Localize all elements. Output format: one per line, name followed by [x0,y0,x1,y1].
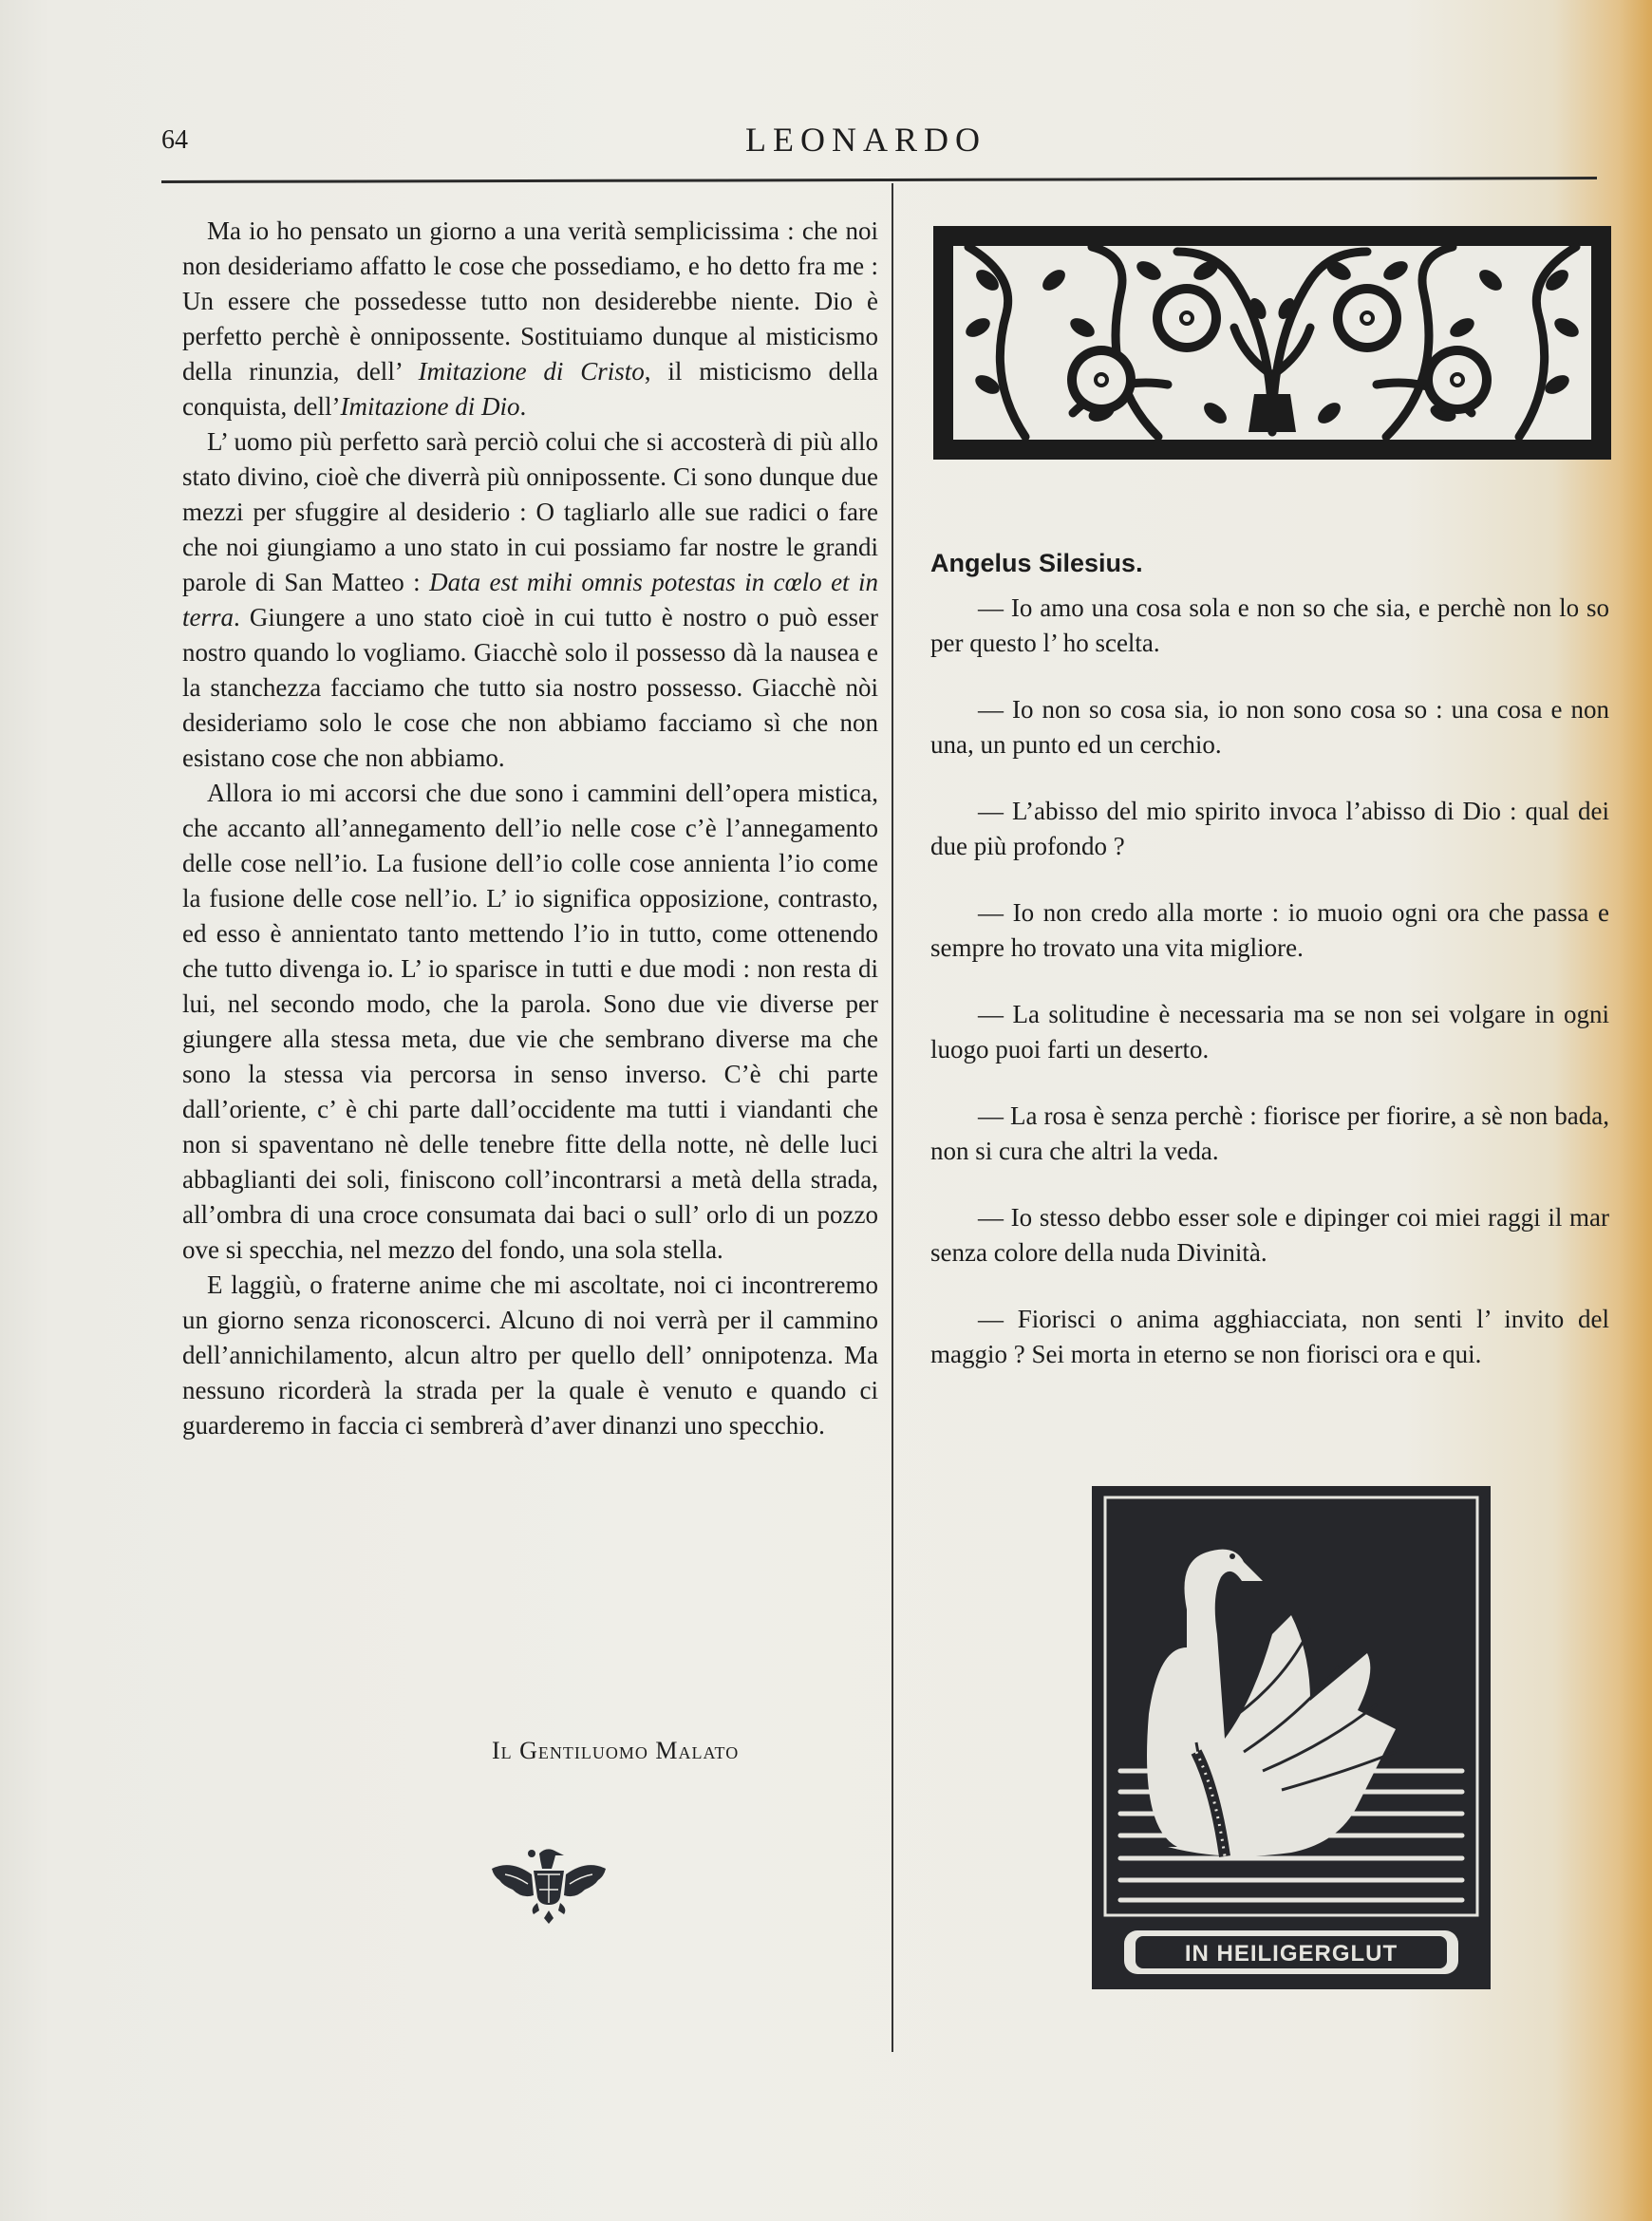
heraldic-eagle-icon [482,1842,615,1928]
saying: — Io amo una cosa sola e non so che sia, e perchè non lo so per questo l’ ho scelta. [930,593,1609,657]
italic-title: Imitazione di Dio [340,392,520,421]
running-title: LEONARDO [745,121,986,159]
paragraph [182,424,878,776]
saying: — Io non credo alla morte : io muoio ogni ora che passa e sempre ho trovato una vita migliore. [930,898,1609,962]
paragraph [182,214,878,424]
swan-woodcut-icon [1092,1486,1491,1989]
paragraph [182,1268,878,1443]
right-column [930,546,1609,1403]
saying: — Fiorisci o anima agghiacciata, non senti l’ invito del maggio ? Sei morta in eterno se non fiorisci ora e qui. [930,1305,1609,1368]
header-rule [161,177,1597,183]
text-run: Allora io mi accorsi che due sono i cammini dell’opera mistica, che accanto all’annegamento dell’io nelle cose c’è l’annegamento delle cose nell’io. La fusione dell’io colle cose annienta l’io come la fusione delle cose nell’io. L’ io significa opposizione, contrasto, ed esso è annientato tanto mettendo l’io in tutto, come ottenendo che tutto divenga io. L’ io sparisce in tutti e due modi : non resta di lui, nel secondo modo, che la parola. Sono due vie diverse per giungere alla stessa meta, due vie che sembrano diverse ma che sono la stessa via percorsa in senso inverso. C’è chi parte dall’oriente, c’ è chi parte dall’occidente ma tutti i viandanti che non si spaventano nè delle tenebre fitte della notte, nè delle luci abbaglianti dei soli, finiscono coll’incontrarsi a metà della strada, all’ombra di una croce consumata dai baci o sull’ orlo di un pozzo ove si specchia, nel mezzo del fondo, una sola stella. [182,779,878,1264]
left-column [182,214,878,1443]
italic-title: Imitazione di Cristo [418,357,645,386]
page-number: 64 [161,125,188,155]
text-run: , il misticismo della conquista, dell’ [182,357,878,421]
paragraph [182,776,878,1268]
text-run: L’ uomo più perfetto sarà perciò colui che si accosterà di più allo stato divino, cioè che diverrà più onnipossente. Ci sono dunque due mezzi per sfuggire al desiderio : O tagliarlo alle sue radici o fare che noi giungiamo a uno stato in cui possiamo far nostre le grandi parole di San Matteo : [182,427,878,596]
text-run: . Giungere a uno stato cioè in cui tutto è nostro o può esser nostro quando lo vogliamo. Giacchè solo il possesso dà la nausea e la stanchezza facciamo che tutto sia nostro possesso. Giacchè nòi desideriamo solo le cose che non abbiamo facciamo sì che non esistano cose che non abbiamo. [182,603,878,772]
author-signature: Il Gentiluomo Malato [492,1737,740,1764]
saying: — L’abisso del mio spirito invoca l’abisso di Dio : qual dei due più profondo ? [930,797,1609,860]
saying: — Io non so cosa sia, io non sono cosa so : una cosa e non una, un punto ed un cerchio. [930,695,1609,759]
swan-banner-text: IN HEILIGERGLUT [1184,1941,1399,1967]
saying: — Io stesso debbo esser sole e dipinger coi miei raggi il mar senza colore della nuda Divinità. [930,1203,1609,1267]
saying: — La solitudine è necessaria ma se non sei volgare in ogni luogo puoi farti un deserto. [930,1000,1609,1063]
text-run: Ma io ho pensato un giorno a una verità semplicissima : che noi non desideriamo affatto le cose che possediamo, e ho detto fra me : Un essere che possedesse tutto non desiderebbe niente. Dio è perfetto perchè è onnipossente. Sostituiamo dunque al misticismo della rinunzia, dell’ [182,216,878,386]
latin-quote: Data est mihi omnis potestas in cœlo et in terra [182,568,878,631]
section-title: Angelus Silesius. [930,549,1143,577]
text-run: . [519,392,527,421]
floral-woodcut-frieze-icon [930,223,1614,462]
text-run: E laggiù, o fraterne anime che mi ascoltate, noi ci incontreremo un giorno senza riconoscerci. Alcuno di noi verrà per il cammino dell’annichilamento, alcun altro per quello dell’ onnipotenza. Ma nessuno ricorderà la strada per la quale è venuto e quando ci guarderemo in faccia ci sembrerà d’aver dinanzi uno specchio. [182,1270,878,1440]
column-divider [892,183,893,2052]
saying: — La rosa è senza perchè : fiorisce per fiorire, a sè non bada, non si cura che altri la veda. [930,1101,1609,1165]
